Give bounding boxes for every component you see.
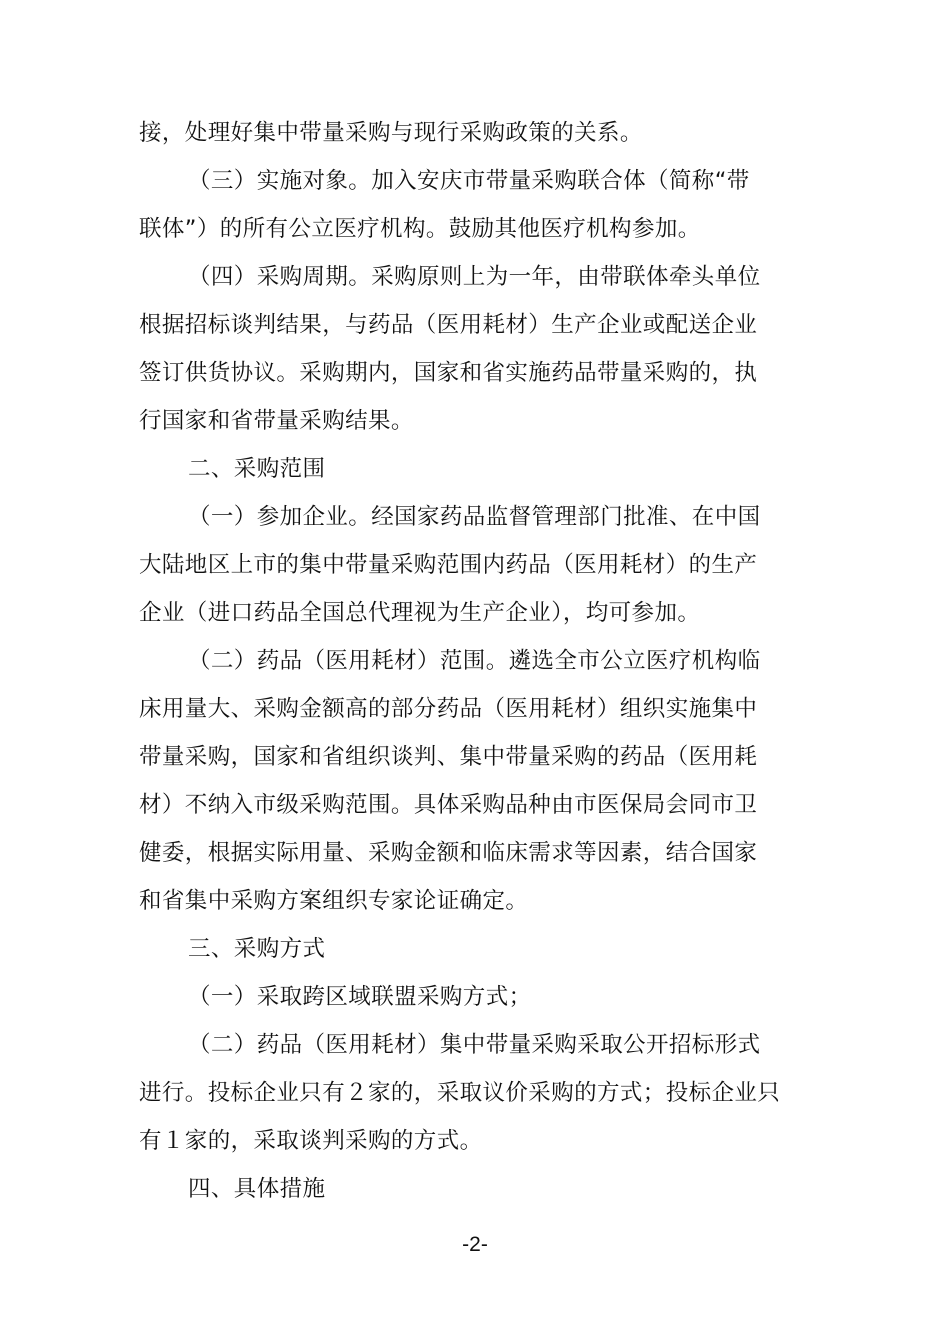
text-line: （一）参加企业。经国家药品监督管理部门批准、在中国 [188, 504, 761, 530]
text-line: 签订供货协议。采购期内，国家和省实施药品带量采购的，执 [139, 360, 758, 386]
text-line: （二）药品（医用耗材）集中带量采购采取公开招标形式 [188, 1032, 761, 1058]
text-line: 材）不纳入市级采购范围。具体采购品种由市医保局会同市卫 [139, 792, 758, 818]
text-line: （四）采购周期。采购原则上为一年，由带联体牵头单位 [188, 264, 761, 290]
text-line: （二）药品（医用耗材）范围。遴选全市公立医疗机构临 [188, 648, 761, 674]
text-line: 接，处理好集中带量采购与现行采购政策的关系。 [139, 120, 643, 146]
text-line: 进行。投标企业只有２家的，采取议价采购的方式；投标企业只 [139, 1080, 781, 1106]
section-heading: 二、采购范围 [188, 456, 326, 482]
section-heading: 三、采购方式 [188, 936, 326, 962]
section-heading: 四、具体措施 [188, 1176, 326, 1202]
text-line: 根据招标谈判结果，与药品（医用耗材）生产企业或配送企业 [139, 312, 758, 338]
text-line: 和省集中采购方案组织专家论证确定。 [139, 888, 529, 914]
text-line: 行国家和省带量采购结果。 [139, 408, 414, 434]
text-line: 联体”）的所有公立医疗机构。鼓励其他医疗机构参加。 [139, 216, 701, 242]
text-line: 床用量大、采购金额高的部分药品（医用耗材）组织实施集中 [139, 696, 758, 722]
text-line: 企业（进口药品全国总代理视为生产企业），均可参加。 [139, 600, 701, 626]
text-line: 健委，根据实际用量、采购金额和临床需求等因素，结合国家 [139, 840, 758, 866]
page-number: -2- [462, 1233, 488, 1256]
text-line: （一）采取跨区域联盟采购方式； [188, 984, 532, 1010]
text-line: 带量采购，国家和省组织谈判、集中带量采购的药品（医用耗 [139, 744, 758, 770]
text-line: （三）实施对象。加入安庆市带量采购联合体（简称“带 [188, 168, 750, 194]
text-line: 有１家的，采取谈判采购的方式。 [139, 1128, 483, 1154]
text-line: 大陆地区上市的集中带量采购范围内药品（医用耗材）的生产 [139, 552, 758, 578]
